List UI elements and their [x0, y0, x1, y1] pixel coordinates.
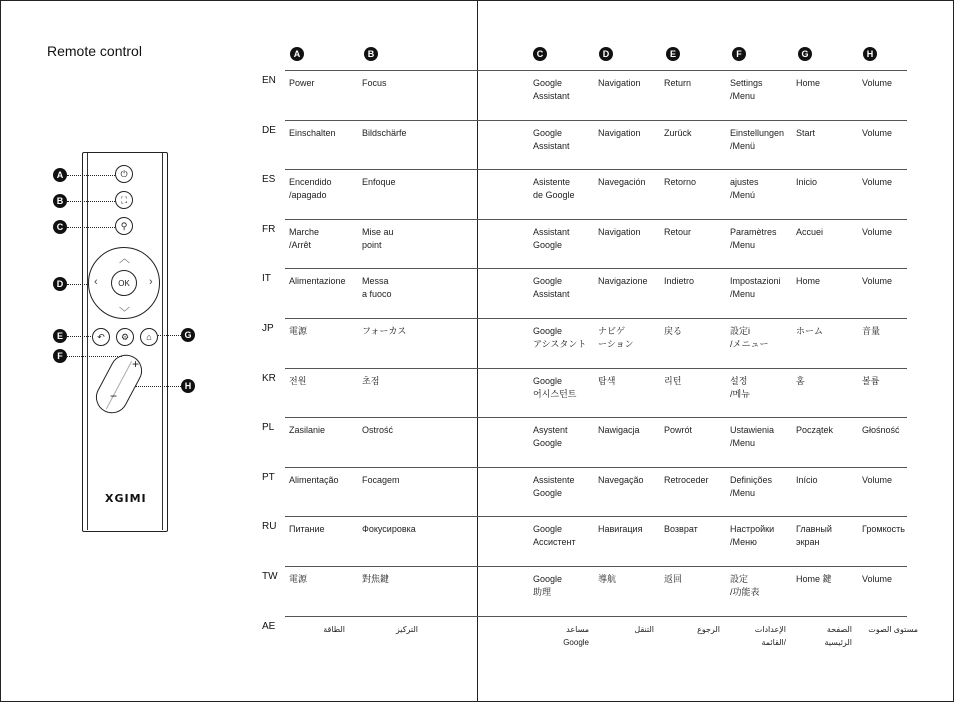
table-cell: Громкость: [862, 524, 905, 535]
table-cell: Volume: [862, 574, 893, 584]
callout-c: C: [53, 220, 67, 234]
table-cell: Zurück: [664, 127, 692, 138]
table-cell: 電源: [289, 326, 308, 336]
volume-plus-icon: +: [132, 357, 140, 371]
column-marker-f: F: [732, 47, 746, 61]
leader-line-e: [67, 336, 91, 337]
table-cell: Навигация: [598, 524, 643, 535]
settings-icon: ⚙: [116, 328, 134, 346]
table-cell: Настройки /Меню: [730, 524, 775, 548]
table-cell: Volume: [862, 276, 893, 287]
table-row-divider: [285, 516, 907, 517]
language-code: DE: [262, 124, 276, 136]
chevron-up-icon: ︿: [119, 253, 130, 265]
table-cell: ajustes /Menú: [730, 177, 759, 201]
table-cell: Retour: [664, 226, 692, 237]
table-cell: 戻る: [664, 326, 683, 336]
table-cell: Volume: [862, 78, 893, 88]
table-cell: 導航: [598, 574, 617, 584]
table-row-divider: [285, 219, 907, 220]
table-cell: 對焦鍵: [362, 574, 390, 584]
table-cell: Paramètres /Menu: [730, 226, 777, 250]
language-code: PL: [262, 422, 275, 434]
table-row-divider: [285, 318, 907, 319]
table-cell: 設定i /メニュー: [730, 326, 769, 349]
table-cell: Ustawienia /Menu: [730, 425, 775, 449]
table-cell: ナビゲ ーション: [598, 326, 634, 349]
column-marker-h: H: [863, 47, 877, 61]
table-cell: الرجوع: [697, 624, 720, 634]
language-code: TW: [262, 571, 278, 582]
table-cell: Início: [796, 474, 818, 485]
table-cell: 返回: [664, 574, 683, 584]
table-cell: 音量: [862, 326, 881, 336]
table-cell: Google 어시스턴트: [533, 375, 577, 399]
callout-f: F: [53, 349, 67, 363]
table-cell: Google Assistant: [533, 127, 570, 151]
language-code: AE: [262, 620, 276, 632]
table-row-divider: [285, 417, 907, 418]
leader-line-g: [158, 335, 181, 336]
table-row-divider: [285, 616, 907, 617]
table-cell: Settings /Menu: [730, 78, 763, 101]
table-cell: 設定 /功能表: [730, 574, 760, 597]
table-cell: Navigation: [598, 127, 641, 138]
page-title: Remote control: [47, 43, 142, 59]
table-cell: Volume: [862, 226, 893, 237]
table-cell: Ostrość: [362, 425, 394, 436]
table-cell: Definições /Menu: [730, 474, 773, 498]
column-marker-c: C: [533, 47, 547, 61]
table-cell: Navigation: [598, 78, 641, 88]
table-cell: Google Ассистент: [533, 524, 576, 548]
language-code: KR: [262, 372, 276, 384]
column-marker-g: G: [798, 47, 812, 61]
table-cell: التنقل: [634, 624, 654, 634]
table-cell: Navigazione: [598, 276, 648, 287]
table-cell: Focagem: [362, 474, 400, 485]
language-code: RU: [262, 521, 277, 533]
table-cell: Bildschärfe: [362, 127, 407, 138]
table-cell: Home: [796, 276, 821, 287]
column-marker-e: E: [666, 47, 680, 61]
column-marker-a: A: [290, 47, 304, 61]
brand-logo: XGIMI: [105, 492, 147, 505]
table-cell: Mise au point: [362, 226, 394, 250]
callout-a: A: [53, 168, 67, 182]
table-row-divider: [285, 566, 907, 567]
table-cell: Enfoque: [362, 177, 396, 188]
table-cell: Navigation: [598, 226, 641, 237]
table-cell: Google アシスタント: [533, 326, 587, 349]
table-cell: Einschalten: [289, 127, 336, 138]
focus-icon: ⛶: [115, 191, 133, 209]
table-row-divider: [285, 169, 907, 170]
table-cell: Nawigacja: [598, 425, 640, 436]
callout-h: H: [181, 379, 195, 393]
language-code: JP: [262, 323, 274, 334]
table-cell: Głośność: [862, 425, 900, 436]
language-code: ES: [262, 174, 276, 186]
table-cell: フォーカス: [362, 326, 407, 336]
table-cell: Zasilanie: [289, 425, 326, 436]
table-cell: الطاقة: [323, 624, 345, 634]
table-cell: Navegação: [598, 474, 644, 485]
callout-d: D: [53, 277, 67, 291]
navigation-dpad: [88, 247, 160, 319]
table-cell: Volume: [862, 127, 893, 138]
table-cell: Początek: [796, 425, 834, 436]
language-code: PT: [262, 471, 275, 483]
callout-g: G: [181, 328, 195, 342]
table-row-divider: [285, 268, 907, 269]
table-cell: Google Assistant: [533, 78, 570, 101]
column-marker-d: D: [599, 47, 613, 61]
table-cell: الصفحة الرئيسية: [824, 624, 852, 647]
table-cell: Impostazioni /Menu: [730, 276, 781, 300]
table-cell: مساعد Google: [563, 624, 589, 647]
table-row-divider: [285, 70, 907, 71]
language-code: IT: [262, 273, 271, 285]
table-cell: Retorno: [664, 177, 697, 188]
callout-b: B: [53, 194, 67, 208]
table-cell: Power: [289, 78, 315, 88]
table-cell: الإعدادات /القائمة: [754, 624, 786, 647]
table-cell: Inicio: [796, 177, 818, 188]
table-cell: 전원: [289, 375, 307, 386]
table-cell: Assistant Google: [533, 226, 570, 250]
return-icon: ↶: [92, 328, 110, 346]
page-fold-divider: [477, 0, 478, 702]
table-cell: Return: [664, 78, 692, 88]
table-cell: Einstellungen /Menü: [730, 127, 785, 151]
table-cell: Volume: [862, 474, 893, 485]
table-cell: Питание: [289, 524, 325, 535]
language-code: FR: [262, 223, 276, 235]
chevron-right-icon: ›: [149, 276, 153, 288]
table-cell: 초점: [362, 375, 380, 386]
table-cell: Indietro: [664, 276, 695, 287]
table-cell: 볼륨: [862, 375, 880, 386]
table-row-divider: [285, 467, 907, 468]
home-icon: ⌂: [140, 328, 158, 346]
google-assistant-icon: ⚲: [115, 217, 133, 235]
table-cell: Marche /Arrêt: [289, 226, 320, 250]
table-cell: Alimentação: [289, 474, 339, 485]
table-cell: Home 鍵: [796, 574, 832, 584]
volume-minus-icon: −: [110, 389, 118, 403]
table-cell: Главный экран: [796, 524, 832, 548]
table-cell: Powrót: [664, 425, 693, 436]
table-cell: Asystent Google: [533, 425, 568, 449]
leader-line-a: [67, 175, 115, 176]
chevron-left-icon: ‹: [94, 276, 98, 288]
language-code: EN: [262, 75, 276, 86]
remote-illustration: [82, 152, 168, 532]
callout-e: E: [53, 329, 67, 343]
table-cell: Assistente Google: [533, 474, 575, 498]
table-cell: Alimentazione: [289, 276, 346, 287]
table-cell: ホーム: [796, 326, 824, 336]
power-icon: ⏻: [115, 165, 133, 183]
table-cell: 설정 /메뉴: [730, 375, 750, 399]
table-cell: Focus: [362, 78, 387, 88]
table-cell: Google Assistant: [533, 276, 570, 300]
table-cell: Encendido /apagado: [289, 177, 332, 201]
table-cell: التركيز: [395, 624, 418, 634]
table-cell: Retroceder: [664, 474, 709, 485]
table-cell: Start: [796, 127, 816, 138]
table-cell: Фокусировка: [362, 524, 416, 535]
leader-line-h: [135, 386, 181, 387]
table-cell: Home: [796, 78, 821, 88]
table-cell: 탐색: [598, 375, 616, 386]
table-cell: Google 助理: [533, 574, 563, 597]
table-cell: Возврат: [664, 524, 698, 535]
leader-line-c: [67, 227, 115, 228]
table-row-divider: [285, 120, 907, 121]
chevron-down-icon: ﹀: [119, 307, 130, 319]
leader-line-f: [67, 356, 122, 357]
ok-button-label: OK: [111, 270, 137, 296]
table-cell: 電源: [289, 574, 308, 584]
leader-line-b: [67, 201, 115, 202]
table-cell: Asistente de Google: [533, 177, 575, 201]
leader-line-d: [67, 284, 89, 285]
table-cell: Navegación: [598, 177, 646, 188]
table-cell: 홈: [796, 375, 805, 386]
table-row-divider: [285, 368, 907, 369]
column-marker-b: B: [364, 47, 378, 61]
table-cell: مستوى الصوت: [868, 624, 918, 634]
table-cell: Volume: [862, 177, 893, 188]
table-cell: 리턴: [664, 375, 682, 386]
table-cell: Accuei: [796, 226, 824, 237]
table-cell: Messa a fuoco: [362, 276, 392, 300]
